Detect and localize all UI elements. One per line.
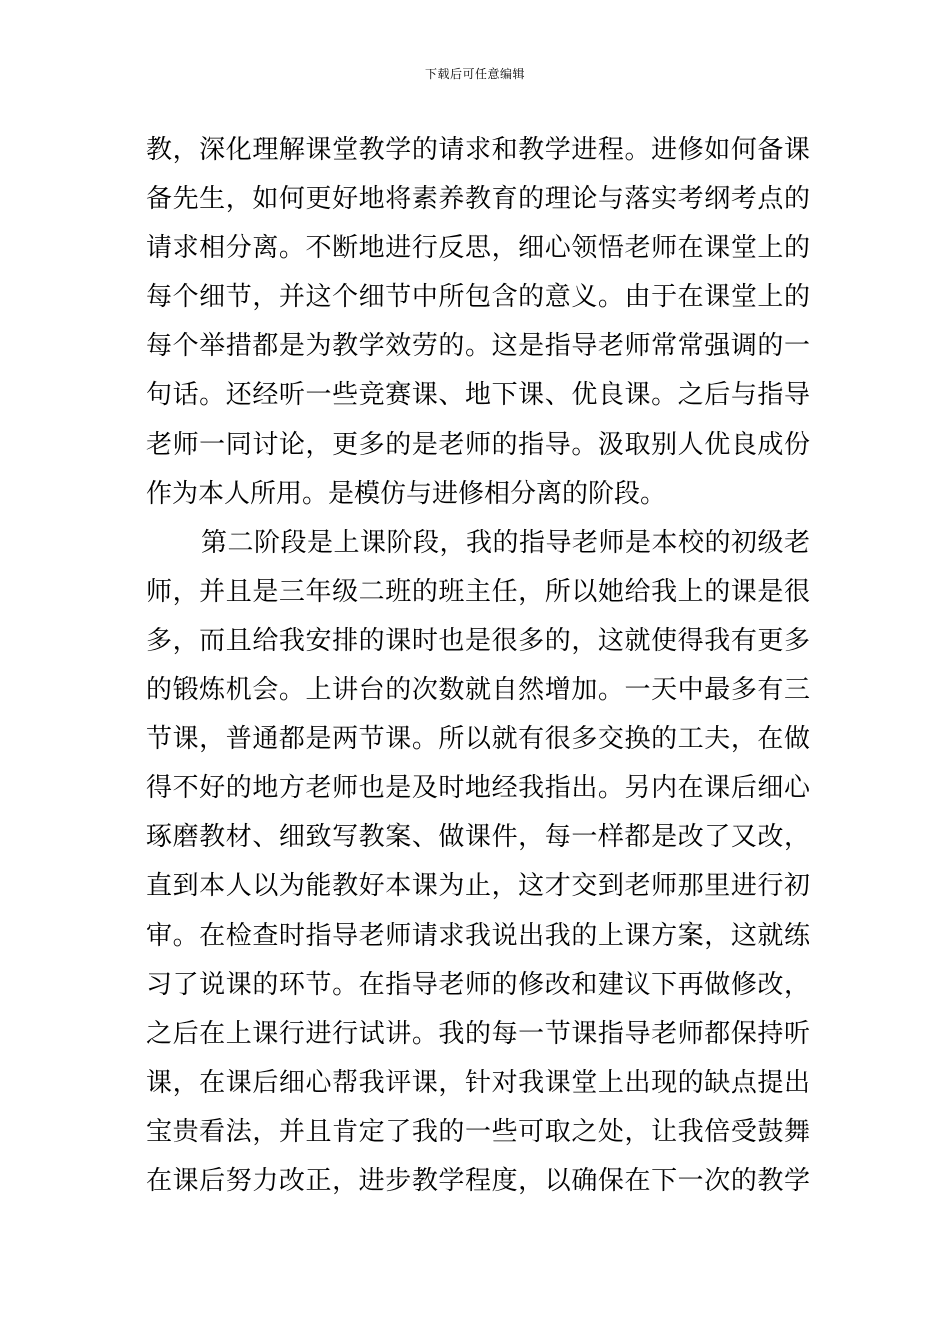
text-line: 每个举措都是为教学效劳的。这是指导老师常常强调的一 [146,331,810,362]
text-line: 备先生，如何更好地将素养教育的理论与落实考纲考点的 [146,184,810,215]
text-line: 宝贵看法，并且肯定了我的一些可取之处，让我倍受鼓舞 [146,1116,810,1147]
text-line: 审。在检查时指导老师请求我说出我的上课方案，这就练 [146,920,810,951]
text-line: 直到本人以为能教好本课为止，这才交到老师那里进行初 [146,871,810,902]
text-line: 琢磨教材、细致写教案、做课件，每一样都是改了又改， [146,822,810,853]
text-line: 请求相分离。不断地进行反思，细心领悟老师在课堂上的 [146,233,810,264]
paragraph-start-line: 第二阶段是上课阶段，我的指导老师是本校的初级老 [201,527,810,558]
text-line: 作为本人所用。是模仿与进修相分离的阶段。 [146,478,667,509]
text-line: 教，深化理解课堂教学的请求和教学进程。进修如何备课 [146,135,810,165]
text-line: 习了说课的环节。在指导老师的修改和建议下再做修改， [146,969,810,1000]
page-header: 下载后可任意编辑 [424,67,525,81]
text-line: 在课后努力改正，进步教学程度，以确保在下一次的教学 [146,1165,810,1196]
text-line: 多，而且给我安排的课时也是很多的，这就使得我有更多 [146,625,810,656]
text-line: 得不好的地方老师也是及时地经我指出。另内在课后细心 [146,773,810,804]
text-line: 句话。还经听一些竞赛课、地下课、优良课。之后与指导 [146,380,810,411]
text-line: 师，并且是三年级二班的班主任，所以她给我上的课是很 [146,576,810,607]
text-line: 课，在课后细心帮我评课，针对我课堂上出现的缺点提出 [146,1067,810,1098]
text-line: 老师一同讨论，更多的是老师的指导。汲取别人优良成份 [146,429,810,460]
text-line: 之后在上课行进行试讲。我的每一节课指导老师都保持听 [146,1018,810,1049]
text-line: 的锻炼机会。上讲台的次数就自然增加。一天中最多有三 [146,675,810,706]
body-text [146,126,810,1206]
text-line: 每个细节，并这个细节中所包含的意义。由于在课堂上的 [146,282,810,313]
text-line: 节课，普通都是两节课。所以就有很多交换的工夫，在做 [146,724,810,755]
